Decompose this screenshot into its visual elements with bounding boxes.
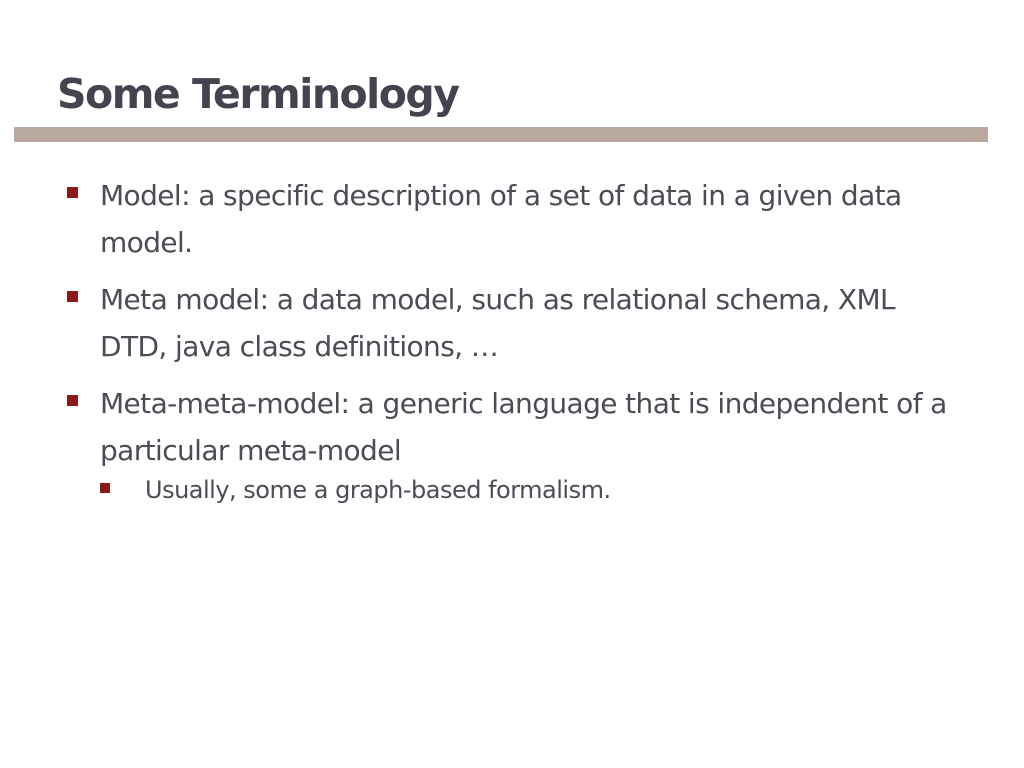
sub-bullet-list [100, 470, 964, 510]
bullet-item-model [64, 172, 964, 266]
title-rule [0, 127, 988, 157]
rule-bar [14, 127, 988, 142]
square-bullet-icon [67, 395, 78, 406]
bullet-item-meta-meta-model [64, 380, 964, 510]
sub-bullet-item [100, 470, 964, 510]
bullet-item-meta-model [64, 276, 964, 370]
bullet-text: Model: a specific description of a set of data in a given data model. [100, 179, 902, 259]
bullet-text: Meta model: a data model, such as relational schema, XML DTD, java class definitions, … [100, 283, 896, 363]
bullet-text: Meta-meta-model: a generic language that is independent of a particular meta-model [100, 387, 947, 467]
square-bullet-icon [67, 291, 78, 302]
square-bullet-icon [67, 187, 78, 198]
slide-title: Some Terminology [57, 70, 459, 118]
square-bullet-icon [100, 483, 110, 493]
sub-bullet-text: Usually, some a graph-based formalism. [145, 476, 611, 504]
bullet-list [64, 172, 964, 520]
